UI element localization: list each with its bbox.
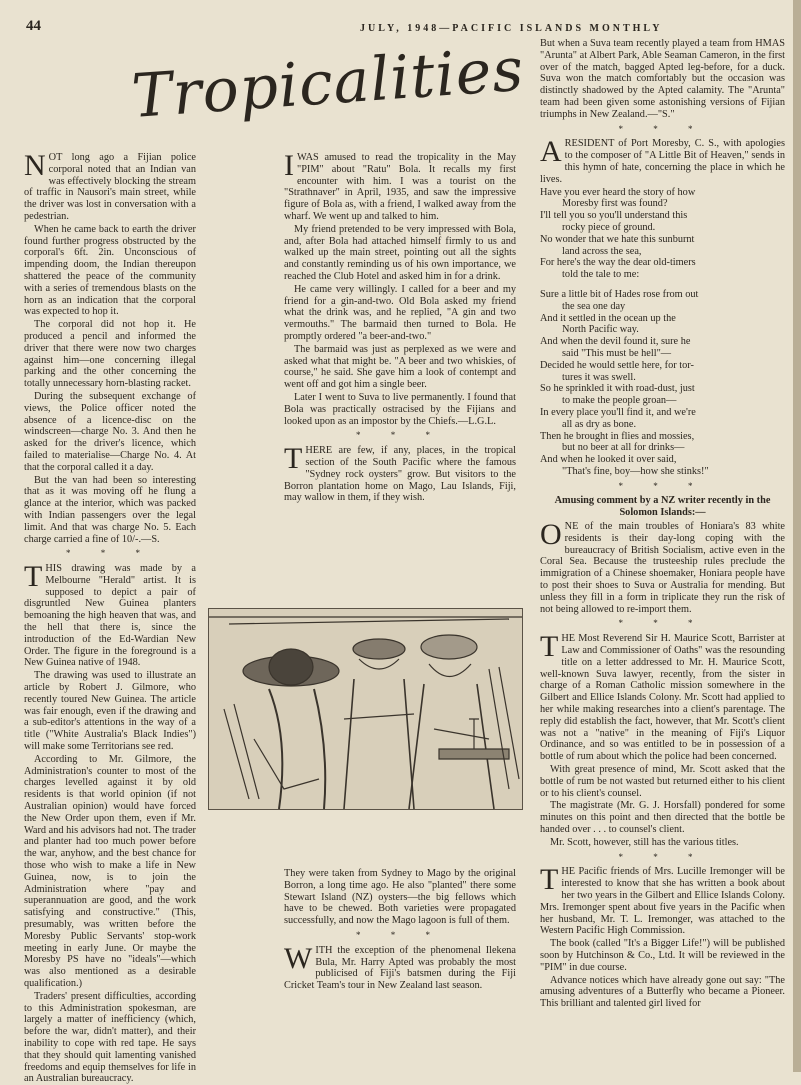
subheading: Amusing comment by a NZ writer recently in the Solomon Islands:— [554, 495, 771, 519]
paragraph: Later I went to Suva to live permanently. I found that Bola was practically ostracised by the Fijians and looked upon as an impostor by the Chiefs.—L.G.L. [284, 391, 516, 427]
article-police-corporal [24, 149, 196, 545]
paragraph: Advance notices which have already gone out say: "The amusing adventures of a Butterfly who became a Pioneer. This brilliant and talented girl lived for [540, 974, 785, 1010]
paragraph: WAS amused to read the tropicality in the May "PIM" about "Ratu" Bola. It recalls my first encounter with him. I was a tourist on the "Strathnaver" in April, 1935, and saw the impressive figure of Bola as, with a friend, I walked away from the wharf. We went up and talked to him. [284, 152, 516, 222]
verse-line: Sure a little bit of Hades rose from out [540, 288, 699, 300]
verse-line: North Pacific way. [562, 324, 639, 336]
paragraph: My friend pretended to be very impressed with Bola, and, after Bola had attached himself firmly to us and walked up the main street, pointing out all the sights and constantly reminding us of his own importance, we reached the Club Hotel and asked him in for a drink. [284, 223, 516, 282]
page-number: 44 [26, 18, 41, 34]
verse-line: the sea one day [562, 300, 626, 312]
verse-line: told the tale to me: [562, 269, 640, 281]
paragraph: But the van had been so interesting that as it was moving off he flung a glance at the interior, which was packed with Indian passengers over the legal limit. And that was charge No. 5. Each charge carried a fine of 10/-.—S. [24, 474, 196, 545]
page-title: Tropicalities [129, 34, 527, 132]
column-2-bottom [284, 868, 516, 1068]
section-divider: * * * [618, 851, 707, 862]
article-scott [540, 630, 785, 848]
paragraph: HIS drawing was made by a Melbourne "Herald" artist. It is supposed to depict a pair of disgruntled New Guinea planters bemoaning the high heaven that was, and the hell that there is, since the introduction of the Ed-Wardian New Order. The figure in the foreground is a New Guinea native of 1948. [24, 563, 196, 669]
drop-cap: T [284, 442, 303, 476]
drop-cap: T [540, 630, 559, 664]
paragraph: HERE are few, if any, places, in the tropical section of the South Pacific where the famous "Sydney rock oysters" grow. But visitors to the Borron plantation home on Mago, Lau Islands, Fiji, may wallow in them, if they wish. [284, 445, 516, 504]
paragraph: He came very willingly. I called for a beer and my friend for a gin-and-two. Old Bola asked my friend what the drink was, and he replied, "A gin and two vermouths." The barmaid then turned to Bola. He promptly ordered "a beer-and-two." [284, 283, 516, 342]
section-divider: * * * [66, 548, 154, 559]
column-1 [24, 149, 196, 1085]
verse-line: No wonder that we hate this sunburnt [540, 233, 695, 245]
verse-line: I'll tell you so you'll understand this [540, 210, 688, 222]
article-oysters [284, 442, 516, 504]
paragraph: With great presence of mind, Mr. Scott asked that the bottle of rum be not wasted but returned either to his client or to his client's counsel. [540, 764, 785, 799]
drop-cap: O [540, 518, 562, 552]
verse-line: to make the people groan— [562, 395, 677, 407]
drop-cap: T [24, 560, 43, 594]
verse-line: but no beer at all for drinks— [562, 442, 685, 454]
article-honiara [540, 495, 785, 615]
verse-line: And when the devil found it, sure he [540, 336, 691, 348]
drop-cap: N [24, 149, 46, 182]
paragraph: The magistrate (Mr. G. J. Horsfall) pondered for some minutes on this point and then directed that the bottle be handed over . . . to counsel's client. [540, 800, 785, 835]
article-drawing [24, 560, 196, 1085]
planters-illustration [208, 608, 523, 810]
paragraph: Mr. Scott, however, still has the various titles. [550, 836, 739, 848]
section-divider: * * * [356, 929, 444, 940]
verse-line: Have you ever heard the story of how [540, 186, 696, 198]
section-divider: * * * [618, 618, 707, 629]
verse-line: said "This must be hell"— [562, 347, 672, 359]
verse-line: "That's fine, boy—how she stinks!" [562, 465, 709, 477]
verse-line: rocky piece of ground. [562, 221, 656, 233]
verse-line: all as dry as bone. [562, 418, 637, 430]
verse-line: tures it was swell. [562, 371, 636, 383]
verse-line: Then he brought in flies and mossies, [540, 430, 695, 442]
drop-cap: A [540, 135, 562, 169]
verse-line: And it settled in the ocean up the [540, 312, 676, 324]
verse-line: Moresby first was found? [562, 198, 668, 210]
paragraph: Traders' present difficulties, according to this Administration spokesman, are largely a matter of inefficiency (which, before the war, didn't matter), and their inability to cope with red tape. He says that they should quit lamenting vanished freedoms and equip themselves for life in an Australian bureaucracy. [24, 990, 196, 1085]
page-edge [793, 0, 801, 1072]
verse-line: In every place you'll find it, and we're [540, 406, 696, 418]
verse-line: So he sprinkled it with road-dust, just [540, 383, 695, 395]
paragraph: When he came back to earth the driver found further progress obstructed by the corporal's 6ft. 2in. Unconscious of impending doom, the Indian thereupon shattered the peace of the community with a series of tremendous blasts on the horn as an indication that the corporal was expected to hop it. [24, 223, 196, 318]
section-divider: * * * [618, 480, 707, 491]
running-header: JULY, 1948—PACIFIC ISLANDS MONTHLY [360, 23, 663, 34]
paragraph: OT long ago a Fijian police corporal noted that an Indian van was effectively blocking the stream of traffic in Nausori's main street, while the driver was lost in conversation with a pedestrian. [24, 152, 196, 222]
verse-2 [540, 289, 785, 478]
paragraph: HE Pacific friends of Mrs. Lucille Iremonger will be interested to know that she has written a book about her two years in the Gilbert and Ellice Islands Colony. Mrs. Iremonger spent about five years in the Pacific when her husband, Mr. T. L. Iremonger, was attached to the Western Pacific High Commission. [540, 866, 785, 937]
article-ratu-bola [284, 149, 516, 427]
paragraph: But when a Suva team recently played a team from HMAS "Arunta" at Albert Park, Able Seaman Cameron, in the first over of the match, bagged Apted leg-before, for a duck. Suva won the match comfortably but the occasion was distinctly shadowed by the Apted calamity. The "Arunta" team had been given some astonishing versions of Fijian triumphs in New Zealand.—"S." [540, 38, 785, 120]
paragraph: According to Mr. Gilmore, the Administration's counter to most of the charges levelled against it by old residents is that world opinion (if not Australian opinion) would have forced the New Order upon them, even if Mr. Ward and his advisors had not. The trader and planter had too much power before the war, anyhow, and the best chance for those who wish to make a life in New Guinea, now, is to join the Administration where "pay and superannuation are good, and the work satisfying and constructive." (This, presumably, was written before the Moresby Public Servants' stop-work meeting in early June. Or maybe the Moresby PS have no "ideals"—which was also mentioned as a desirable qualification.) [24, 753, 196, 989]
column-2-top [284, 149, 516, 602]
paragraph: During the subsequent exchange of views, the Police officer noted the absence of a licence-disc on the windscreen—charge No. 3. And then he asked for the driver's licence, which failed to materialise—Charge No. 4. At that the corporal called it a day. [24, 390, 196, 473]
paragraph: The barmaid was just as perplexed as we were and asked what that might be. "A beer and two whiskies, of course," he said. She gave him a look of contempt and went off and got him a single beer. [284, 343, 516, 391]
paragraph: ITH the exception of the phenomenal Ilekena Bula, Mr. Harry Apted was probably the most publicised of Fiji's batsmen during the Fiji Cricket Team's tour in New Zealand last season. [284, 944, 516, 992]
paragraph: The book (called "It's a Bigger Life!") will be published soon by Hutchinson & Co., Ltd. It will be reviewed in the "PIM" in due course. [540, 938, 785, 973]
verse-line: For here's the way the dear old-timers [540, 257, 696, 269]
drop-cap: I [284, 149, 294, 182]
verse-line: land across the sea, [562, 245, 642, 257]
sketch-image [209, 609, 522, 809]
drop-cap: T [540, 863, 559, 897]
column-3 [540, 38, 785, 1068]
verse-1 [540, 187, 785, 281]
verse-line: And when he looked it over said, [540, 454, 677, 466]
paragraph: The corporal did not hop it. He produced a pencil and informed the driver that there were now two charges against him—one concerning illegal parking and the other concerning the totally unnecessary horn-blasting racket. [24, 319, 196, 390]
section-divider: * * * [618, 123, 707, 134]
article-cricket [284, 941, 516, 992]
article-iremonger [540, 863, 785, 1010]
paragraph: RESIDENT of Port Moresby, C. S., with apologies to the composer of "A Little Bit of Heaven," sends in this hymn of hate, concerning the place in which he lives. [540, 138, 785, 185]
paragraph: HE Most Reverend Sir H. Maurice Scott, Barrister at Law and Commissioner of Oaths" was the resounding title on a letter addressed to Mr. H. Maurice Scott, well-known Suva lawyer, recently, from the sister in charge of a Roman Catholic mission somewhere in the Gilbert and Ellice Islands Colony. Mr. Scott had applied to her while making researches into a client's parentage. The reply did establish the fact, however, that Mr. Scott's client was not a "native" in the meaning of Fiji's Liquor Ordinance, and so was entitled to be in possession of a bottle of rum about which the police had been concerned. [540, 633, 785, 763]
paragraph: The drawing was used to illustrate an article by Robert J. Gilmore, who recently toured New Guinea. The article was fair enough, even if the drawing and a sub-editor's attentions in the way of a title ("White Australia's Black Indies") will make some Territorians see red. [24, 670, 196, 753]
drop-cap: W [284, 941, 313, 975]
verse-line: Decided he would settle here, for tor- [540, 359, 694, 371]
section-divider: * * * [356, 430, 444, 441]
paragraph: NE of the main troubles of Honiara's 83 white residents is their day-long coping with the bureaucracy of British Socialism, active even in the Coral Sea. Because the trusteeship rules preclude the immigration of a Chinese shoemaker, Honiara people have to post their shoes to Suva or Australia for mending. But unless they fill in a form in triplicate they run the risk of not being allowed to re-import them. [540, 521, 785, 615]
article-moresby-hymn [540, 135, 785, 477]
article-oysters-cont [284, 868, 516, 927]
paragraph: They were taken from Sydney to Mago by the original Borron, a long time ago. He also "planted" there some Stewart Island (NZ) oysters—the big fellows which have to be chewed. Both varieties were propagated successfully, and now the Mago lagoon is full of them. [284, 868, 516, 927]
